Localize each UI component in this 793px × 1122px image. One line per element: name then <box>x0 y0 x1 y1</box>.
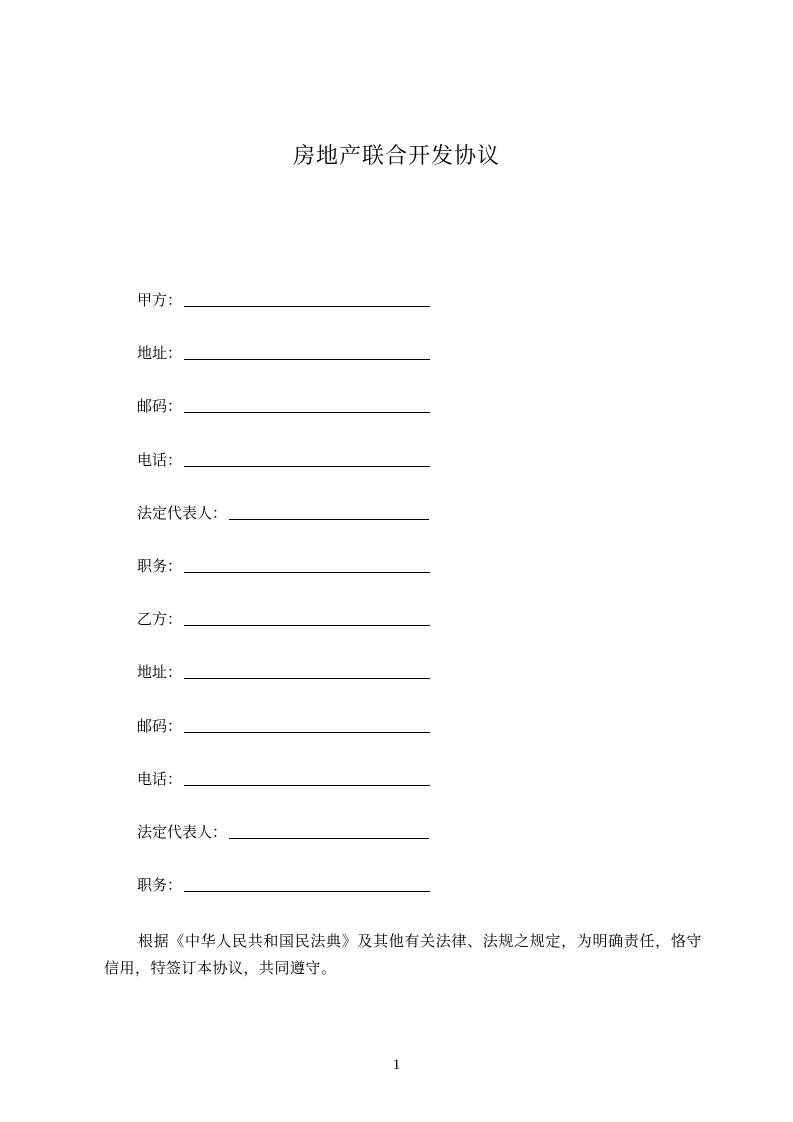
field-label: 法定代表人： <box>137 822 228 841</box>
party-fields <box>137 288 457 926</box>
blank-line[interactable] <box>184 448 430 467</box>
preamble-paragraph: 根据《中华人民共和国民法典》及其他有关法律、法规之规定，为明确责任，恪守信用，特签订本协议，共同遵守。 <box>104 932 702 977</box>
field-label: 乙方： <box>137 610 183 629</box>
blank-line[interactable] <box>184 394 430 413</box>
blank-line[interactable] <box>184 660 430 679</box>
field-label: 法定代表人： <box>137 503 228 522</box>
blank-line[interactable] <box>184 341 430 360</box>
field-label: 职务： <box>137 876 183 895</box>
party-a-name-field <box>137 288 457 341</box>
blank-line[interactable] <box>229 501 429 520</box>
party-a-position-field <box>137 554 457 607</box>
document-title: 房地产联合开发协议 <box>292 144 500 169</box>
blank-line[interactable] <box>184 873 430 892</box>
party-b-postcode-field <box>137 714 457 767</box>
party-b-name-field <box>137 607 457 660</box>
party-a-address-field <box>137 341 457 394</box>
party-b-legal-rep-field <box>137 820 457 873</box>
party-a-postcode-field <box>137 394 457 447</box>
field-label: 邮码： <box>137 397 183 416</box>
field-label: 甲方： <box>137 291 183 309</box>
field-label: 邮码： <box>137 716 183 735</box>
party-b-position-field <box>137 873 457 926</box>
blank-line[interactable] <box>184 767 430 786</box>
blank-line[interactable] <box>229 820 429 839</box>
field-label: 电话： <box>137 769 183 788</box>
field-label: 职务： <box>137 556 183 575</box>
page-number: 1 <box>392 1057 401 1073</box>
blank-line[interactable] <box>184 288 430 307</box>
party-a-phone-field <box>137 448 457 501</box>
field-label: 地址： <box>137 344 183 363</box>
blank-line[interactable] <box>184 554 430 573</box>
field-label: 地址： <box>137 663 183 682</box>
blank-line[interactable] <box>184 714 430 733</box>
party-a-legal-rep-field <box>137 501 457 554</box>
party-b-phone-field <box>137 767 457 820</box>
field-label: 电话： <box>137 450 183 469</box>
blank-line[interactable] <box>184 607 430 626</box>
party-b-address-field <box>137 660 457 713</box>
